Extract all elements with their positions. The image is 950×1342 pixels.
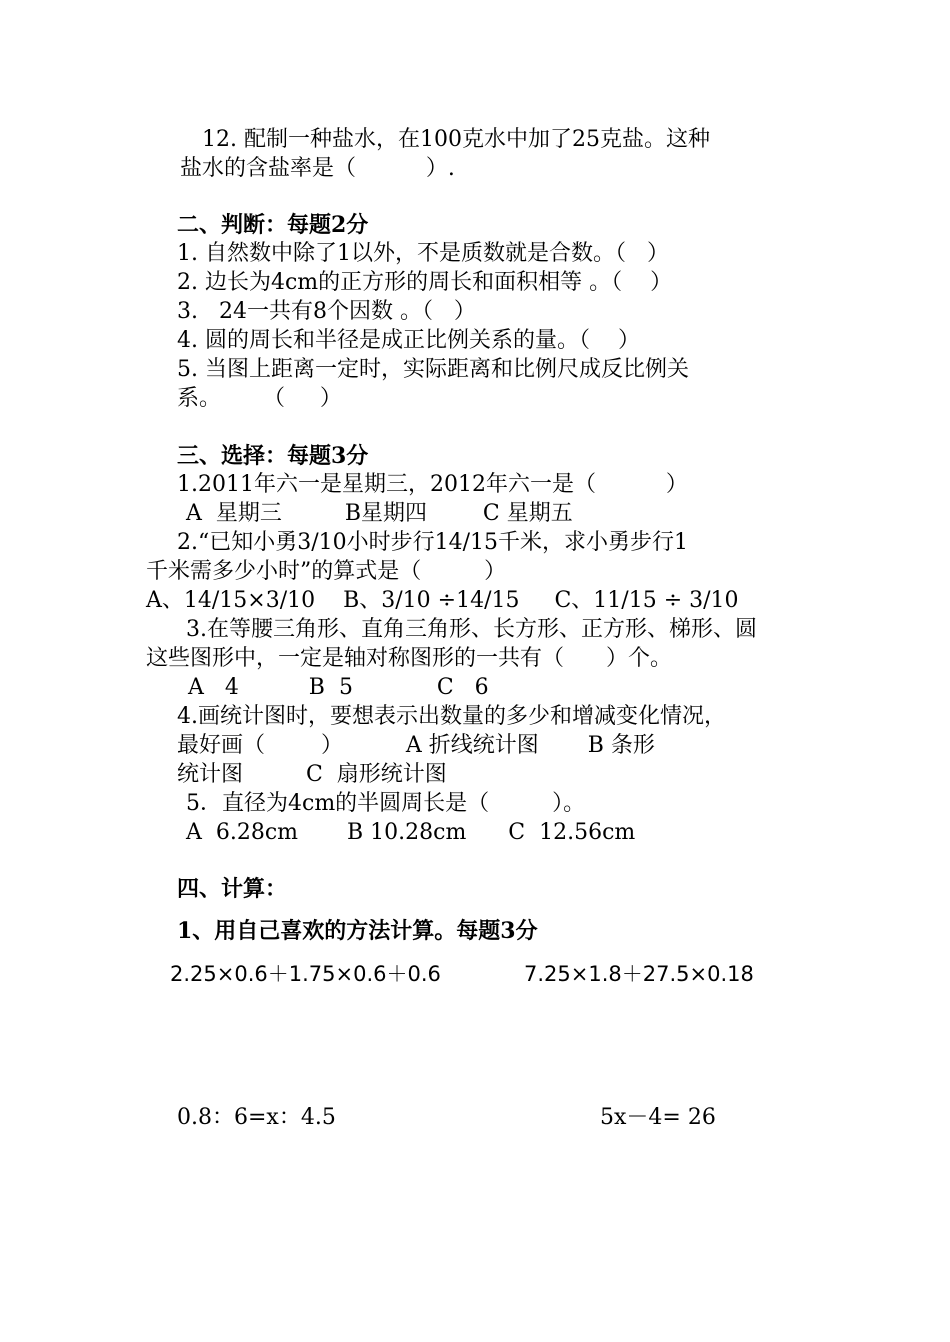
choice-q4-cont: 最好画（ ） A 折线统计图 B 条形 — [177, 733, 655, 758]
judge-item-5: 5. 当图上距离一定时，实际距离和比例尺成反比例关 — [177, 357, 689, 382]
judge-item-5-cont: 系。 （ ） — [177, 386, 342, 411]
judge-item-4: 4. 圆的周长和半径是成正比例关系的量。（ ） — [177, 328, 640, 353]
q12-line2: 盐水的含盐率是（ ）. — [180, 156, 455, 181]
choice-q3: 3.在等腰三角形、直角三角形、长方形、正方形、梯形、圆 — [186, 617, 757, 642]
choice-q2-cont: 千米需多少小时”的算式是（ ） — [146, 559, 507, 584]
choice-q5: 5．直径为4cm的半圆周长是（ ）。 — [186, 791, 586, 816]
section2-heading: 二、判断：每题2分 — [177, 212, 369, 238]
choice-q3-cont: 这些图形中，一定是轴对称图形的一共有（ ）个。 — [146, 646, 672, 671]
choice-q2: 2.“已知小勇3/10小时步行14/15千米，求小勇步行1 — [177, 530, 689, 555]
choice-q1: 1.2011年六一是星期三，2012年六一是（ ） — [177, 472, 688, 497]
section3-heading: 三、选择：每题3分 — [177, 443, 369, 469]
choice-q2-options: A、14/15×3/10 B、3/10 ÷14/15 C、11/15 ÷ 3/10 — [146, 588, 739, 613]
calc-expression-1: 2.25×0.6＋1.75×0.6＋0.6 — [170, 962, 441, 986]
choice-q3-options: A 4 B 5 C 6 — [188, 675, 489, 700]
calc-expression-2: 7.25×1.8＋27.5×0.18 — [524, 962, 754, 986]
judge-item-1: 1. 自然数中除了1以外，不是质数就是合数。（ ） — [177, 241, 669, 266]
choice-q1-options: A 星期三 B星期四 C 星期五 — [186, 501, 573, 526]
section4-heading: 四、计算： — [177, 876, 288, 902]
judge-item-3: 3. 24一共有8个因数 。（ ） — [177, 299, 476, 324]
choice-q4-cont2: 统计图 C 扇形统计图 — [177, 762, 447, 787]
judge-item-2: 2. 边长为4cm的正方形的周长和面积相等 。（ ） — [177, 270, 673, 295]
choice-q5-options: A 6.28cm B 10.28cm C 12.56cm — [186, 820, 636, 845]
calc-equation-2: 5x－4= 26 — [600, 1105, 716, 1130]
section4-subheading: 1、用自己喜欢的方法计算。每题3分 — [177, 918, 538, 944]
choice-q4: 4.画统计图时，要想表示出数量的多少和增减变化情况， — [177, 704, 726, 729]
calc-equation-1: 0.8：6=x：4.5 — [177, 1105, 336, 1130]
q12-line1: 12. 配制一种盐水，在100克水中加了25克盐。这种 — [202, 127, 710, 152]
